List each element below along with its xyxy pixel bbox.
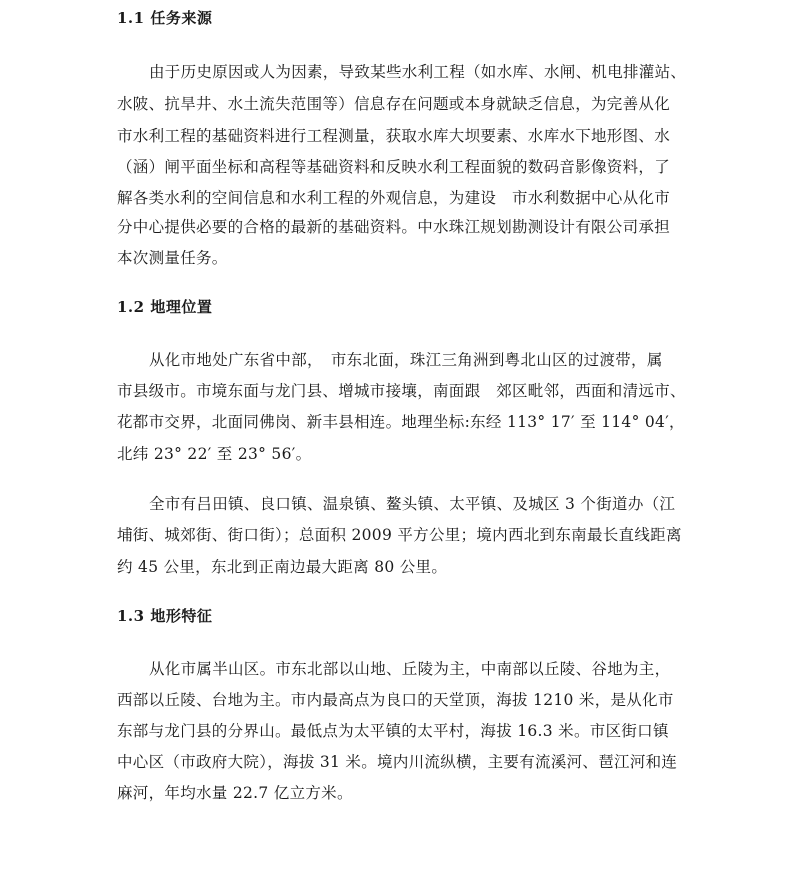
text-line: （涵）闸平面坐标和高程等基础资料和反映水利工程面貌的数码音影像资料，了	[117, 158, 671, 176]
text-line: 市县级市。市境东面与龙门县、增城市接壤，南面跟 郊区毗邻，西面和清远市、	[117, 382, 686, 400]
section-heading-1-3: 1.3 地形特征	[117, 607, 213, 625]
text-line: 埔街、城郊街、街口街）；总面积 2009 平方公里；境内西北到东南最长直线距离	[117, 526, 682, 544]
text-line: 北纬 23° 22′ 至 23° 56′。	[117, 445, 312, 463]
text-line: 从化市属半山区。市东北部以山地、丘陵为主，中南部以丘陵、谷地为主，	[149, 660, 671, 678]
text-line: 麻河，年均水量 22.7 亿立方米。	[117, 784, 353, 802]
text-line: 本次测量任务。	[117, 249, 228, 267]
text-line: 中心区（市政府大院），海拔 31 米。境内川流纵横，主要有流溪河、琶江河和连	[117, 753, 678, 771]
text-line: 全市有吕田镇、良口镇、温泉镇、鳌头镇、太平镇、及城区 3 个街道办（江	[149, 495, 676, 513]
text-line: 东部与龙门县的分界山。最低点为太平镇的太平村，海拔 16.3 米。市区街口镇	[117, 722, 669, 740]
text-line: 花都市交界，北面同佛岗、新丰县相连。地理坐标:东经 113° 17′ 至 114° 04′，	[117, 413, 685, 431]
text-line: 从化市地处广东省中部， 市东北面，珠江三角洲到粤北山区的过渡带，属	[149, 351, 663, 369]
text-line: 由于历史原因或人为因素，导致某些水利工程（如水库、水闸、机电排灌站、	[149, 63, 687, 81]
section-heading-1-2: 1.2 地理位置	[117, 298, 213, 316]
text-line: 分中心提供必要的合格的最新的基础资料。中水珠江规划勘测设计有限公司承担	[117, 218, 671, 236]
text-line: 市水利工程的基础资料进行工程测量，获取水库大坝要素、水库水下地形图、水	[117, 127, 671, 145]
text-line: 解各类水利的空间信息和水利工程的外观信息，为建设 市水利数据中心从化市	[117, 189, 671, 207]
text-line: 水陂、抗旱井、水土流失范围等）信息存在问题或本身就缺乏信息，为完善从化	[117, 95, 671, 113]
section-heading-1-1: 1.1 任务来源	[117, 9, 213, 27]
text-line: 约 45 公里，东北到正南边最大距离 80 公里。	[117, 558, 448, 576]
text-line: 西部以丘陵、台地为主。市内最高点为良口的天堂顶，海拔 1210 米，是从化市	[117, 691, 674, 709]
